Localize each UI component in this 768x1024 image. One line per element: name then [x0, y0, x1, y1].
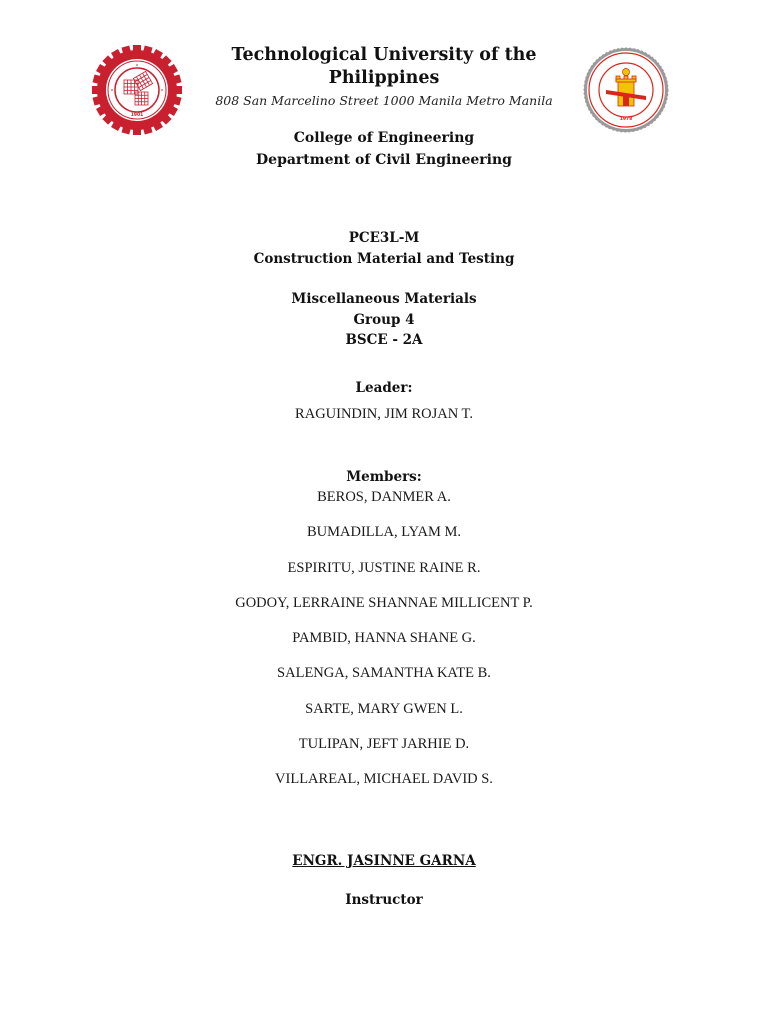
list-item: PAMBID, HANNA SHANE G.	[292, 630, 476, 647]
topic-title: Miscellaneous Materials	[291, 291, 477, 307]
list-item: TULIPAN, JEFT JARHIE D.	[298, 736, 470, 753]
instructor-name: ENGR. JASINNE GARNA	[292, 853, 476, 869]
department-name: Department of Civil Engineering	[256, 152, 512, 168]
list-item: GODOY, LERRAINE SHANNAE MILLICENT P.	[235, 594, 533, 611]
section-name: BSCE - 2A	[345, 332, 423, 348]
members-label: Members:	[346, 469, 422, 485]
leader-name: RAGUINDIN, JIM ROJAN T.	[295, 405, 473, 422]
leader-block	[0, 378, 768, 424]
college-name: College of Engineering	[293, 130, 475, 146]
university-name	[0, 44, 768, 90]
university-name-line1: Technological University of the	[231, 45, 537, 65]
university-address: 808 San Marcelino Street 1000 Manila Metro Manila	[215, 93, 553, 108]
instructor-label: Instructor	[345, 892, 423, 908]
list-item: VILLAREAL, MICHAEL DAVID S.	[275, 771, 493, 788]
members-list	[0, 487, 768, 805]
list-item: SALENGA, SAMANTHA KATE B.	[277, 665, 491, 682]
course-title: Construction Material and Testing	[253, 250, 515, 267]
course-code: PCE3L-M	[348, 230, 420, 246]
topic-block	[0, 289, 768, 351]
college-department	[0, 127, 768, 171]
tup-seal-year: 1901	[130, 113, 144, 118]
list-item: BEROS, DANMER A.	[317, 489, 451, 505]
leader-label: Leader:	[355, 380, 413, 396]
coe-seal-year: 1978	[619, 117, 633, 122]
list-item: BUMADILLA, LYAM M.	[306, 524, 462, 541]
list-item: SARTE, MARY GWEN L.	[305, 700, 463, 717]
course-block	[0, 228, 768, 269]
university-name-line2: Philippines	[328, 68, 440, 88]
group-number: Group 4	[353, 311, 415, 328]
list-item: ESPIRITU, JUSTINE RAINE R.	[287, 559, 481, 576]
